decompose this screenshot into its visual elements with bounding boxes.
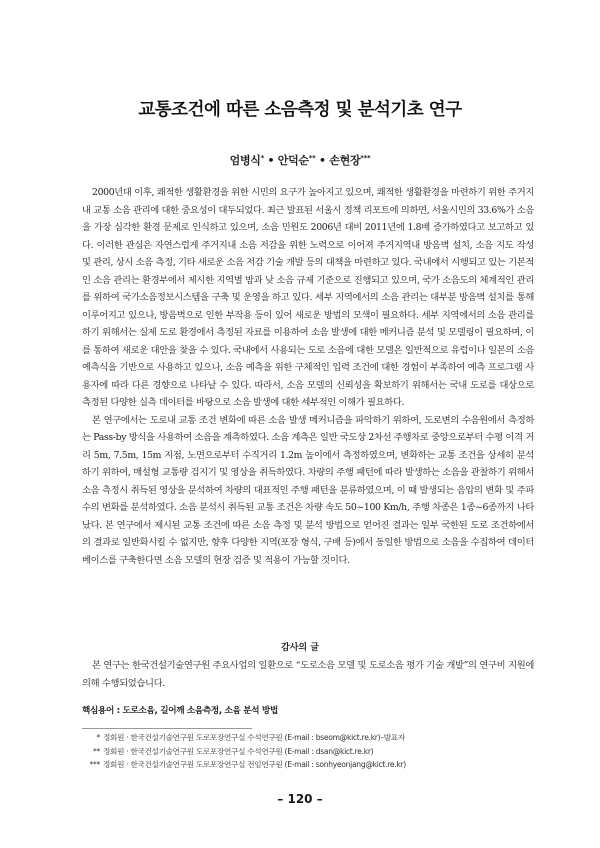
footnote-mark: ** [93, 746, 100, 756]
body-paragraph: 본 연구에서는 도로내 교통 조건 변화에 따른 소음 발생 메커니즘을 파악하기 위하여, 도로변의 수음원에서 측정하는 Pass-by 방식을 사용하여 소음을 계측하였다. 소음 계측은 일반 국도상 2차선 주행차로 중앙으로부터 수평 이격 거리 5m, 7.5m, 15m 지점, 노면으로부터 수직거리 1.2m 높이에서 측정하였으며, 변화하는 교통 조건을 상세히 분석하기 위하여, 매설형 교통량 검지기 및 영상을 취득하였다. 차량의 주행 패턴에 따라 발생하는 소음을 관찰하기 위해서 소음 측정시 취득된 영상을 분석하여 차량의 대표적인 주행 패턴을 분류하였으며, 이 때 발생되는 음압의 변화 및 주파수의 변화를 분석하였다. 소음 분석시 취득된 교통 조건은 차량 속도 50~100 Km/h, 주행 차종은 1종~6종까지 나타났다. 본 연구에서 제시된 교통 조건에 따른 소음 측정 및 분석 방법으로 얻어진 결과는 일부 국한된 도로 조건하에서의 결과로 일반화시킬 수 없지만, 향후 다양한 지역(포장 형식, 구배 등)에서 동일한 방법으로 소음을 수집하여 데이터베이스를 구축한다면 소음 모델의 현장 검증 및 적용이 가능할 것이다. [82, 414, 534, 566]
page-number: – 120 – [277, 792, 323, 806]
body-text [82, 184, 534, 569]
footnote-text: 정회원 · 한국건설기술연구원 도로포장연구실 수석연구원 (E-mail : dsan@kict.re.kr) [103, 746, 374, 756]
author-separator: • [263, 154, 278, 167]
author-mark: * [260, 154, 264, 162]
footnote [82, 745, 406, 759]
footnote-text: 정회원 · 한국건설기술연구원 도로포장연구실 수석연구원 (E-mail : bseom@kict.re.kr)–발표자 [103, 733, 405, 742]
paper-title: 교통조건에 따른 소음측정 및 분석기초 연구 [138, 100, 462, 120]
author-name: 엄병식 [229, 154, 261, 167]
author-line [0, 152, 600, 168]
footnote-divider [82, 728, 252, 729]
footnote [82, 758, 406, 772]
acknowledgement [82, 657, 534, 692]
body-paragraph: 2000년대 이후, 쾌적한 생활환경을 위한 시민의 요구가 높아지고 있으며, 쾌적한 생활환경을 마련하기 위한 주거지내 교통 소음 관리에 대한 중요성이 대두되었다. 최근 발표된 서울시 정책 리포트에 의하면, 서울시민의 33.6%가 소음을 가장 심각한 환경 문제로 인식하고 있으며, 소음 민원도 2006년 대비 2011년에 1.8배 증가하였다고 보고하고 있다. 이러한 관심은 자연스럽게 주거지내 소음 저감을 위한 노력으로 이어져 주거지역내 방음벽 설치, 소음 지도 작성 및 관리, 상시 소음 측정, 기타 새로운 소음 저감 기술 개발 등의 대책을 마련하고 있다. 국내에서 시행되고 있는 기본적인 소음 관리는 환경부에서 제시한 지역별 밤과 낮 소음 규제 기준으로 진행되고 있으며, 국가 소음도의 체계적인 관리를 위하여 국가소음정보시스템을 구축 및 운영을 하고 있다. 세부 지역에서의 소음 관리는 대부분 방음벽 설치를 통해 이루어지고 있으나, 방음벽으로 인한 부작용 등이 있어 새로운 방법의 모색이 필요하다. 세부 지역에서의 소음 관리를 하기 위해서는 실제 도로 환경에서 측정된 자료를 이용하여 소음 발생에 대한 메커니즘 분석 및 모델링이 필요하며, 이를 통하여 새로운 대안을 찾을 수 있다. 국내에서 사용되는 도로 소음에 대한 모델은 일반적으로 유럽이나 일본의 소음 예측식을 기반으로 사용하고 있으나, 소음 예측을 위한 구체적인 입력 조건에 대한 경험이 부족하여 예측 프로그램 사용자에 따라 다른 경향으로 나타날 수 있다. 따라서, 소음 모델의 신뢰성을 확보하기 위해서는 국내 도로를 대상으로 측정된 다양한 실측 데이터를 바탕으로 소음 발생에 대한 세부적인 이해가 필요하다. [82, 187, 534, 408]
author-name: 손현장 [329, 154, 361, 167]
author-name: 안덕순 [277, 154, 309, 167]
author-separator: • [315, 154, 330, 167]
footnote-mark: * [96, 733, 100, 742]
footnote-mark: *** [89, 760, 100, 769]
acknowledgement-heading: 감사의 글 [281, 643, 319, 653]
acknowledgement-text: 본 연구는 한국건설기술연구원 주요사업의 일환으로 “도로소음 모델 및 도로소음 평가 기술 개발”의 연구비 지원에 의해 수행되었습니다. [82, 660, 534, 689]
footnote [82, 731, 406, 745]
keywords: 핵심용어 : 도로소음, 길어깨 소음측정, 소음 분석 방법 [82, 706, 278, 716]
author-mark: *** [360, 154, 371, 162]
footnotes [82, 731, 406, 772]
footnote-text: 정회원 · 한국건설기술연구원 도로포장연구실 전임연구원 (E-mail : sonhyeonjang@kict.re.kr) [103, 760, 406, 769]
author-mark: ** [308, 154, 316, 162]
